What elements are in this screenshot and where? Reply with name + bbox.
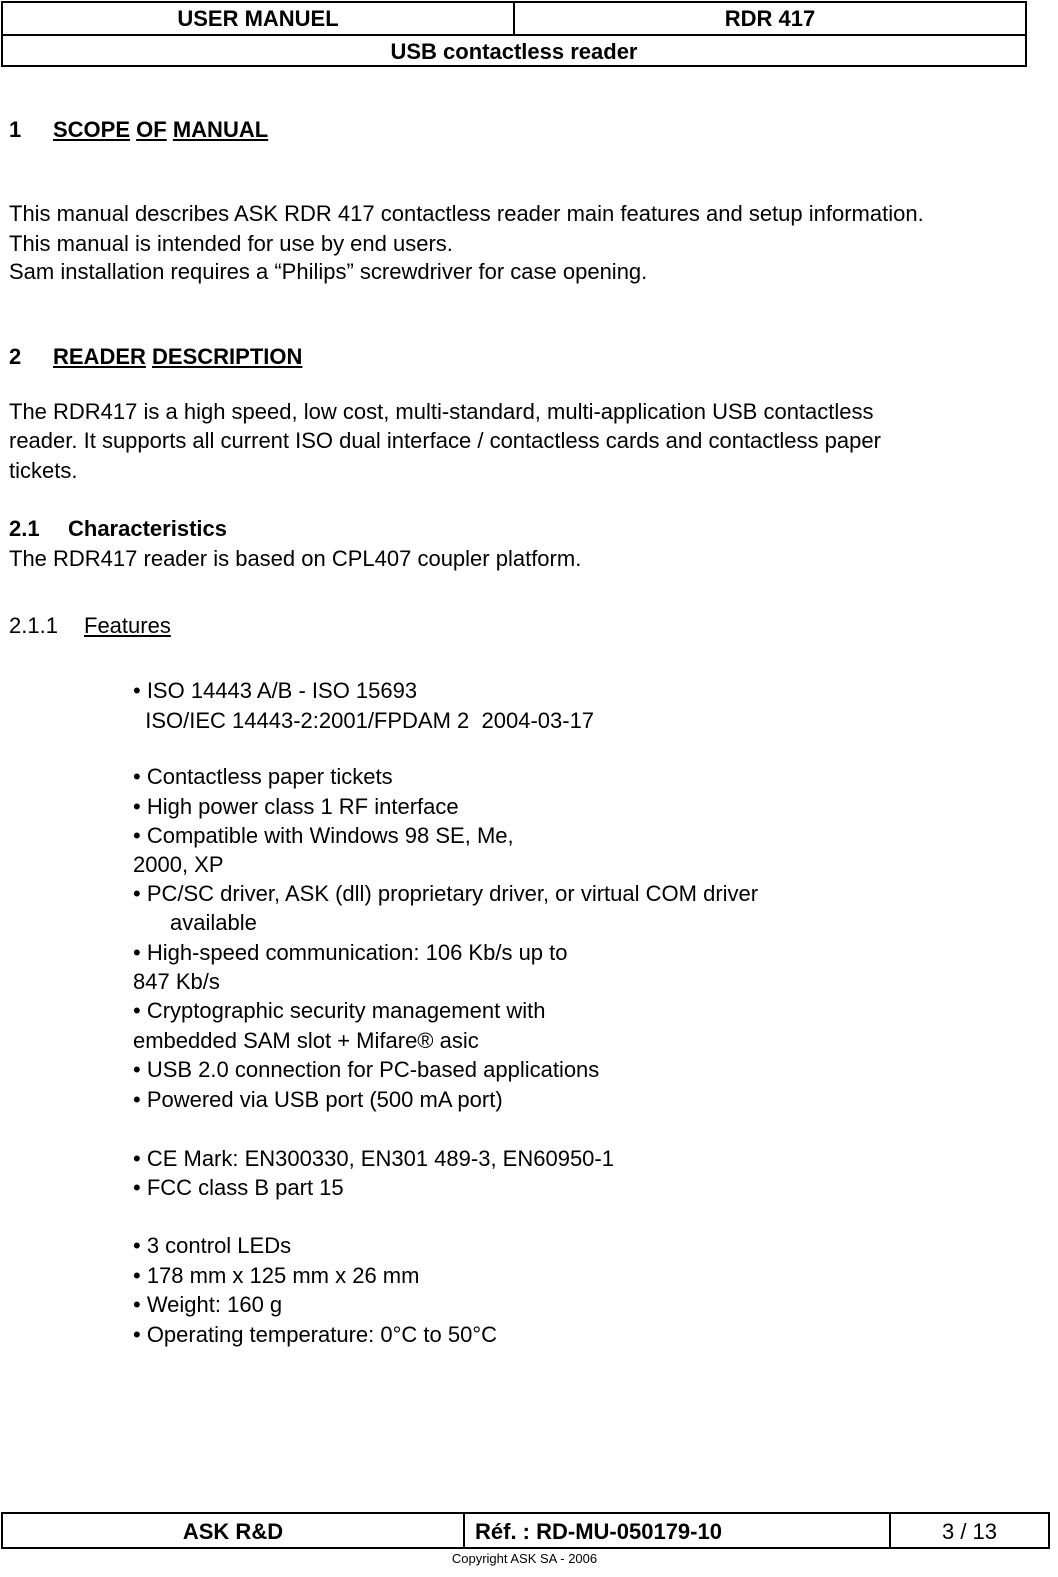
feature-line: • Cryptographic security management with [133, 998, 546, 1023]
header-table [1, 1, 1027, 67]
feature-line: • Operating temperature: 0°C to 50°C [133, 1322, 498, 1347]
section-1-title-word: SCOPE [53, 117, 131, 142]
section-2-number: 2 [9, 344, 22, 369]
feature-line: • Compatible with Windows 98 SE, Me, [133, 823, 514, 848]
feature-line: • CE Mark: EN300330, EN301 489-3, EN60950-1 [133, 1146, 614, 1171]
feature-line: • Contactless paper tickets [133, 764, 393, 789]
header-row-top [3, 3, 1025, 36]
feature-line: 847 Kb/s [133, 969, 220, 994]
header-subtitle: USB contactless reader [390, 39, 638, 64]
header-doc-type: USER MANUEL [3, 3, 515, 34]
header-product: RDR 417 [724, 6, 816, 31]
section-1-title [53, 115, 268, 144]
feature-line: • USB 2.0 connection for PC-based applications [133, 1057, 600, 1082]
feature-line: • PC/SC driver, ASK (dll) proprietary driver, or virtual COM driver [133, 881, 759, 906]
section-2-line: reader. It supports all current ISO dual interface / contactless cards and contactless paper [9, 428, 881, 453]
section-2-title-word: READER [53, 344, 146, 369]
section-2-1-title: Characteristics [68, 516, 227, 541]
feature-line: • FCC class B part 15 [133, 1175, 344, 1200]
footer-page-number: 3 / 13 [941, 1519, 998, 1544]
section-2-1-number: 2.1 [9, 516, 40, 541]
section-2-title-word: DESCRIPTION [152, 344, 303, 369]
section-2-line: The RDR417 is a high speed, low cost, multi-standard, multi-application USB contactless [9, 399, 874, 424]
feature-line: • Weight: 160 g [133, 1292, 283, 1317]
section-2-1-1-number: 2.1.1 [9, 613, 58, 638]
feature-line: • 3 control LEDs [133, 1233, 292, 1258]
section-2-1-1-title: Features [84, 613, 171, 638]
section-1-number: 1 [9, 117, 22, 142]
section-2-line: tickets. [9, 458, 78, 483]
section-1-title-word: MANUAL [172, 117, 269, 142]
feature-line: embedded SAM slot + Mifare® asic [133, 1028, 479, 1053]
feature-line: • Powered via USB port (500 mA port) [133, 1087, 503, 1112]
feature-line: ISO/IEC 14443-2:2001/FPDAM 2 2004-03-17 [133, 708, 595, 733]
section-1-title-word: OF [136, 117, 167, 142]
section-2-1-text: The RDR417 reader is based on CPL407 coupler platform. [9, 546, 582, 571]
feature-line: • 178 mm x 125 mm x 26 mm [133, 1263, 420, 1288]
feature-line: • High power class 1 RF interface [133, 794, 459, 819]
footer-copyright: Copyright ASK SA - 2006 [451, 1551, 598, 1566]
feature-line: • ISO 14443 A/B - ISO 15693 [133, 678, 418, 703]
section-1-line: Sam installation requires a “Philips” screwdriver for case opening. [9, 259, 648, 284]
footer-table [1, 1512, 1050, 1549]
feature-line: available [170, 910, 257, 935]
feature-line: • High-speed communication: 106 Kb/s up to [133, 940, 568, 965]
feature-line: 2000, XP [133, 852, 224, 877]
section-1-line: This manual describes ASK RDR 417 contactless reader main features and setup information. [9, 201, 924, 226]
section-2-title [53, 342, 302, 371]
footer-department: ASK R&D [3, 1514, 465, 1547]
footer-reference: Réf. : RD-MU-050179-10 [465, 1514, 891, 1547]
section-1-line: This manual is intended for use by end users. [9, 231, 453, 256]
